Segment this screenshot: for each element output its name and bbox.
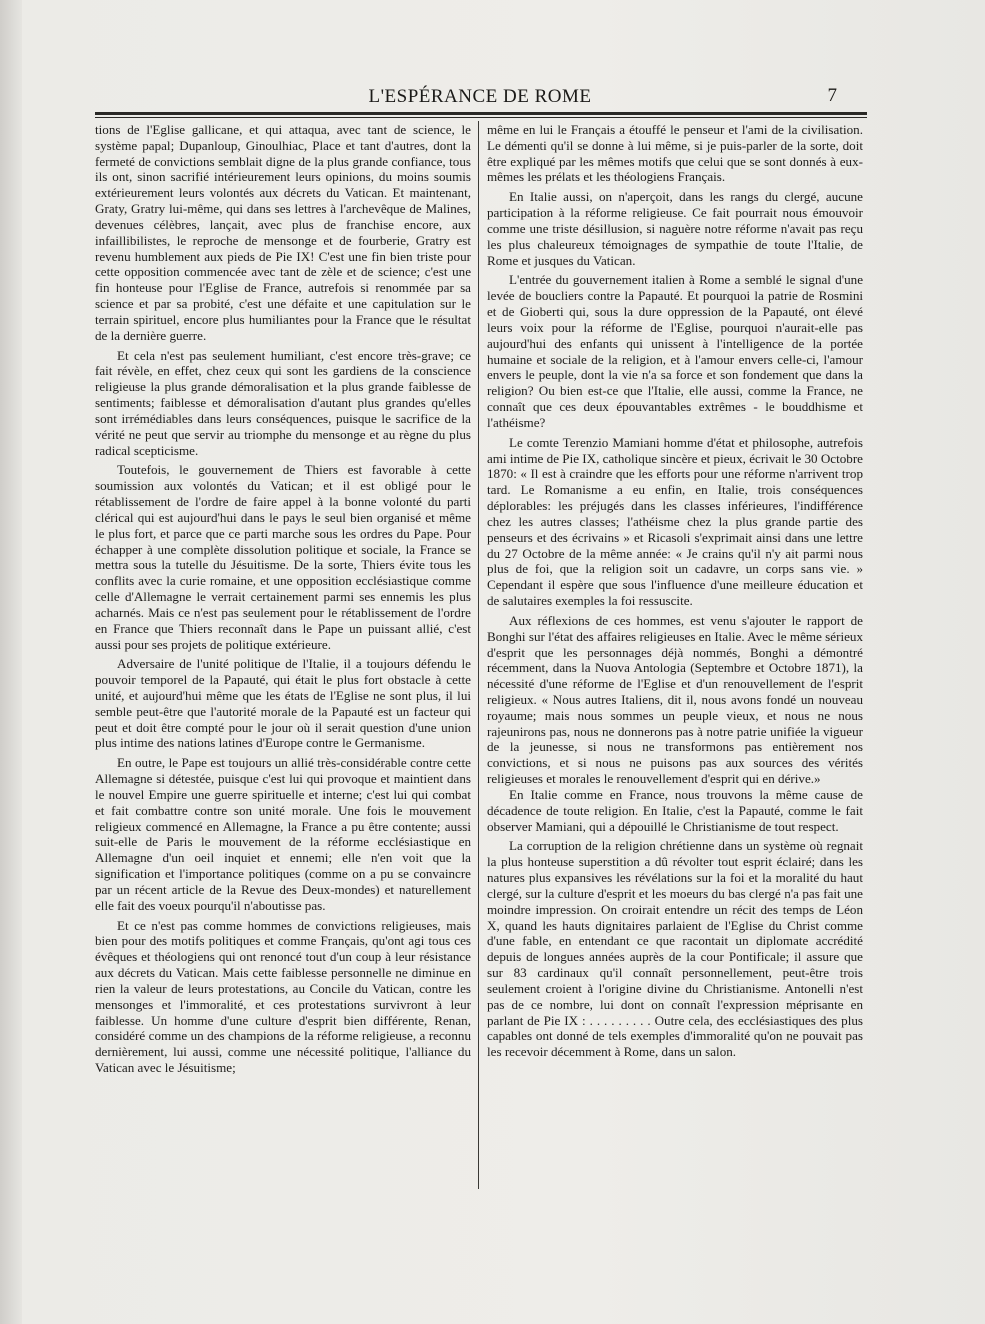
header-rule-thick	[95, 112, 867, 115]
paragraph: En outre, le Pape est toujours un allié très-considérable contre cette Allemagne si détestée, puisque c'est lui qui provoque et maintient dans le nouvel Empire une guerre spirituelle et interne; c'est lui qui combat et fait combattre contre son unité morale. Une fois le mouvement religieux commencé en Allemagne, la France a pu être contente; aussi suit-elle de Paris le mouvement de la réforme ecclésiastique en Allemagne d'un oeil inquiet et ennemi; elle n'en voit que la signification et l'importance politiques (comme on a pu se convaincre par un récent article de la Revue des Deux-mondes) et naturellement elle fait des voeux pourqu'il n'aboutisse pas.	[95, 755, 471, 913]
paragraph: Et ce n'est pas comme hommes de convictions religieuses, mais bien pour des motifs politiques et comme Français, qu'ont agi tous ces évêques et théologiens qui ont renoncé tout d'un coup à leur résistance aux décrets du Vatican. Mais cette faiblesse personnelle ne diminue en rien la valeur de leurs protestations, au Concile du Vatican, contre les mensonges et l'immoralité, et ces protestations survivront à leur faiblesse. Un homme d'une culture d'esprit bien différente, Renan, considéré comme un des champions de la réforme religieuse, a reconnu dernièrement, lui aussi, comme une nécessité politique, l'alliance du Vatican avec le Jésuitisme;	[95, 917, 471, 1076]
running-title: L'ESPÉRANCE DE ROME	[368, 86, 592, 107]
paragraph: La corruption de la religion chrétienne dans un système où regnait la plus honteuse superstition a dû révolter tout esprit éclairé; dans les natures plus expansives les révélations sur la foi et la moralité du haut clergé, sur la culture d'esprit et les moeurs du bas clergé n'a pas fait une moindre impression. On croirait entendre un récit des temps de Léon X, quand les hauts dignitaires parlaient de l'Eglise du Christ comme d'une fable, en entendant ce que racontait un diplomate accrédité depuis de longues années auprès de la cour Pontificale; il assure que sur 83 cardinaux qu'il connaît personnellement, peut-être trois seulement croient à l'origine divine du Christianisme. Antonelli n'est pas de ce nombre, lui dont on connaît l'expression méprisante en parlant de Pie IX : . . . . . . . . . Outre cela, des ecclésiastiques des plus capables ont donné de tels exemples d'immoralité qu'on ne pouvait pas les recevoir décemment à Rome, dans un salon.	[487, 838, 863, 1060]
paragraph: Adversaire de l'unité politique de l'Italie, il a toujours défendu le pouvoir temporel de la Papauté, qui était le plus fort obstacle à cette unité, et aujourd'hui même que les états de l'Eglise ne sont plus, il lui semble peut-être que l'autorité morale de la Papauté est un facteur qui peut et doit être compté pour le jour où il serait question d'une union plus intime des nations latines d'Europe contre le Germanisme.	[95, 656, 471, 751]
page-header	[95, 86, 865, 108]
header-rule-thin	[95, 117, 867, 118]
paragraph: L'entrée du gouvernement italien à Rome a semblé le signal d'une levée de boucliers contre la Papauté. Et pourquoi la patrie de Rosmini et de Gioberti qui, sous la dure oppression de la Papauté, ont élevé leurs voix pour la réforme de l'Eglise, pourquoi n'aurait-elle pas aujourd'hui des enfants qui unissent à l'intelligence de la portée humaine et sociale de la religion, et à l'amour envers celle-ci, l'amour envers le peuple, dont la vie n'a sa force et son fondement que dans la religion? Ou bien est-ce que l'Italie, elle aussi, comme la France, ne connaît que ces deux épouvantables extrêmes - le bouddhisme et l'athéisme?	[487, 272, 863, 430]
paragraph: même en lui le Français a étouffé le penseur et l'ami de la civilisation. Le démenti qu'il se donne à lui même, si je puis-parler de la sorte, doit être expliqué par les mêmes motifs que celui que se sont donnés à eux-mêmes les prélats et les théologiens Français.	[487, 122, 863, 185]
page-spine-shadow	[0, 0, 22, 1324]
right-column	[487, 122, 863, 1060]
paragraph: tions de l'Eglise gallicane, et qui attaqua, avec tant de science, le système papal; Dupanloup, Ginoulhiac, Place et tant d'autres, dont la fermeté de convictions semblait digne de la plus grande confiance, tous ils ont, sinon sacrifié intérieurement leurs opinions, du moins soumis extérieurement leurs volontés aux décrets du Vatican. Et maintenant, Graty, Gratry lui-même, qui dans ses lettres à l'archevêque de Malines, devenues célèbres, lançait, avec plus de franchise encore, aux infaillibilistes, le reproche de mensonge et de fourberie, Gratry est revenu humblement aux pieds de Pie IX! C'est une fin bien triste pour cette opposition commencée avec tant de zèle et de science; c'est une fin honteuse pour l'Eglise de France, autrefois si renommée par sa science et par sa probité, c'est une défaite et une capitulation sur le terrain spirituel, encore plus humiliantes pour la France que le résultat de la dernière guerre.	[95, 122, 471, 343]
paragraph: Et cela n'est pas seulement humiliant, c'est encore très-grave; ce fait révèle, en effet, chez ceux qui sont les gardiens de la conscience religieuse la plus grande démoralisation et la plus grande faiblesse de sentiments; faiblesse et démoralisation d'autant plus grandes qu'elles sont irrémédiables dans leurs conséquences, puisque le sacrifice de la vérité ne peut que servir au triomphe du mensonge et au règne du plus radical scepticisme.	[95, 347, 471, 458]
paragraph: En Italie comme en France, nous trouvons la même cause de décadence de toute religion. En Italie, c'est la Papauté, comme le fait observer Mamiani, qui a dépouillé le Christianisme de tout respect.	[487, 786, 863, 834]
paragraph: Toutefois, le gouvernement de Thiers est favorable à cette soumission aux volontés du Vatican; et il est obligé pour le rétablissement de l'ordre de faire appel à la bonne volonté du parti clérical qui est aujourd'hui dans le pays le seul bien organisé et même le plus fort, et parce que ce parti marche sous les ordres du Pape. Pour échapper à une complète dissolution politique et sociale, la France se mettra sous la tutelle du Jésuitisme. De la sorte, Thiers évite tous les conflits avec la curie romaine, et une opposition ecclésiastique comme celle d'Allemagne le verrait certainement parmi ses ennemis les plus acharnés. Mais ce n'est pas seulement pour le rétablissement de l'ordre en France que Thiers reconnaît dans le Pape un puissant allié, c'est aussi pour ses projets de politique extérieure.	[95, 462, 471, 652]
column-divider	[478, 121, 479, 1189]
paragraph: En Italie aussi, on n'aperçoit, dans les rangs du clergé, aucune participation à la réforme religieuse. Ce fait pourrait nous émouvoir comme une triste désillusion, si naguère notre réforme n'avait pas reçu les plus chaleureux témoignages de sympathie de toute l'Italie, de Rome et jusques du Vatican.	[487, 189, 863, 268]
paragraph: Aux réflexions de ces hommes, est venu s'ajouter le rapport de Bonghi sur l'état des affaires religieuses en Italie. Avec le même sérieux d'esprit que les personnages déjà nommés, Bonghi a démontré récemment, dans la Nuova Antologia (Septembre et Octobre 1871), la nécessité d'une réforme de l'Eglise et d'un renouvellement de l'esprit religieux. « Nous autres Italiens, dit il, nous avons fondé un nouveau royaume; mais nous sommes un peuple vieux, et nous ne nous rajeunirons pas, nous ne donnerons pas à notre patrie unifiée la vigueur de la jeunesse, si nous ne transformons pas entièrement nos convictions, et si nous ne puisons pas aux sources des vérités religieuses et morales le renouvellement d'esprit qui en dérive.»	[487, 612, 863, 787]
paragraph: Le comte Terenzio Mamiani homme d'état et philosophe, autrefois ami intime de Pie IX, catholique sincère et pieux, écrivait le 30 Octobre 1870: « Il est à craindre que les efforts pour une réforme n'arrivent trop tard. Le Romanisme a eu enfin, en Italie, trois conséquences déplorables: les préjugés dans les classes inférieures, l'indifférence chez les autres classes; l'athéisme chez la plus grande partie des penseurs et des écrivains » et Ricasoli s'exprimait ainsi dans une lettre du 27 Octobre de la même année: « Je crains qu'il n'y ait parmi nous plus de foi, que la religion soit un cadavre, un corps sans vie. » Cependant il espère que sous l'influence d'une meilleure éducation et de salutaires exemples la foi ressuscite.	[487, 434, 863, 609]
page-number: 7	[827, 85, 837, 106]
left-column	[95, 122, 471, 1076]
